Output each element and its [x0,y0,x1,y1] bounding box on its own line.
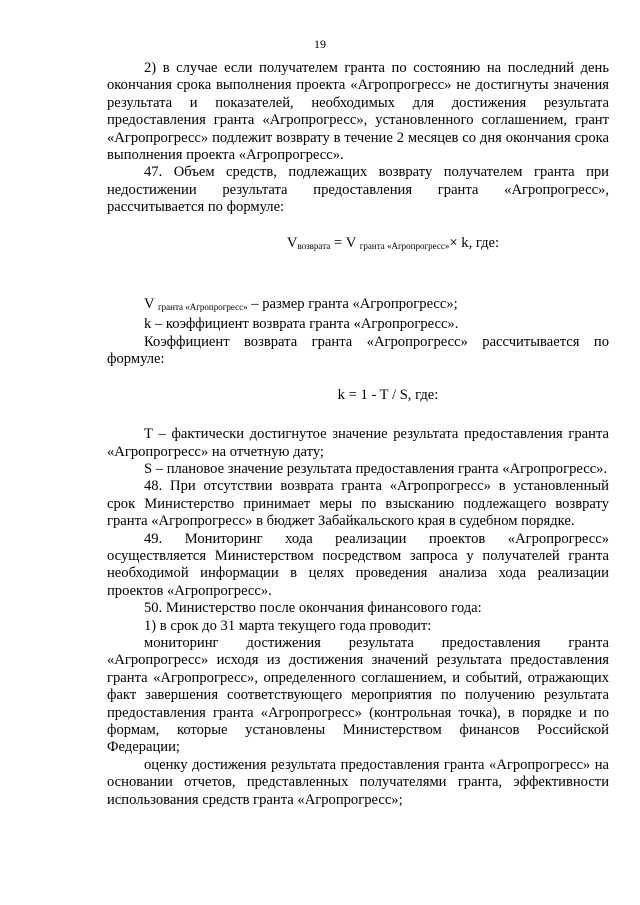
paragraph-50: 50. Министерство после окончания финансового года: [144,600,482,617]
paragraph-46-2: 2) в случае если получателем гранта по состоянию на последний день окончания срока выполнения проекта «Агропрогресс» не достигнуты значения результата и показателей, необходимых для достижения результата предоставления гранта «Агропрогресс», установленного соглашением, грант «Агропрогресс» подлежит возврату в течение 2 месяцев со дня окончания срока выполнения проекта «Агропрогресс». [107,60,609,164]
paragraph-47: 47. Объем средств, подлежащих возврату получателем гранта при недостижении результата предоставления гранта «Агропрогресс», рассчитывается по формуле: [107,164,609,216]
formula-lhs-subscript: возврата [297,240,331,251]
paragraph-48: 48. При отсутствии возврата гранта «Агропрогресс» в установленный срок Министерство принимает меры по взысканию подлежащего возврату гранта «Агропрогресс» в бюджет Забайкальского края в судебном порядке. [107,478,609,530]
page-number: 19 [314,37,326,51]
formula-tail: × k, где: [449,234,500,251]
definition-k: k – коэффициент возврата гранта «Агропрогресс». [144,316,459,333]
paragraph-50-1: 1) в срок до 31 марта текущего года проводит: [144,617,432,634]
def-v-subscript: гранта «Агропрогресс» [157,302,248,313]
definition-s: S – плановое значение результата предоставления гранта «Агропрогресс». [144,460,608,477]
definition-t: Т – фактически достигнутое значение результата предоставления гранта «Агропрогресс» на отчетную дату; [107,426,609,460]
coefficient-formula: k = 1 - T / S, где: [337,386,439,403]
monitoring-paragraph: мониторинг достижения результата предоставления гранта «Агропрогресс» исходя из достижения значений результата предоставления гранта «Агропрогресс», определенного соглашением, и событий, отражающих факт завершения соответствующего мероприятия по получению результата предоставления гранта «Агропрогресс» (контрольная точка), в порядке и по формам, которые установлены Министерством финансов Российской Федерации; [107,634,609,756]
assessment-paragraph: оценку достижения результата предоставления гранта «Агропрогресс» на основании отчетов, представленных получателями гранта, эффективности использования средств гранта «Агропрогресс»; [107,756,609,808]
formula-rhs-subscript: гранта «Агропрогресс» [359,240,450,251]
return-volume-formula [107,235,609,255]
definition-v [107,296,609,316]
paragraph-49: 49. Мониторинг хода реализации проектов «Агропрогресс» осуществляется Министерством посредством запроса у получателей гранта необходимой информации в целях проведения анализа хода реализации проектов «Агропрогресс». [107,530,609,599]
coefficient-intro: Коэффициент возврата гранта «Агропрогресс» рассчитывается по формуле: [107,333,609,368]
formula-lhs: V [286,234,298,251]
document-body [107,60,609,809]
def-v-symbol: V [144,296,158,313]
def-v-text: – размер гранта «Агропрогресс»; [247,296,458,313]
formula-eq: = V [330,234,360,251]
